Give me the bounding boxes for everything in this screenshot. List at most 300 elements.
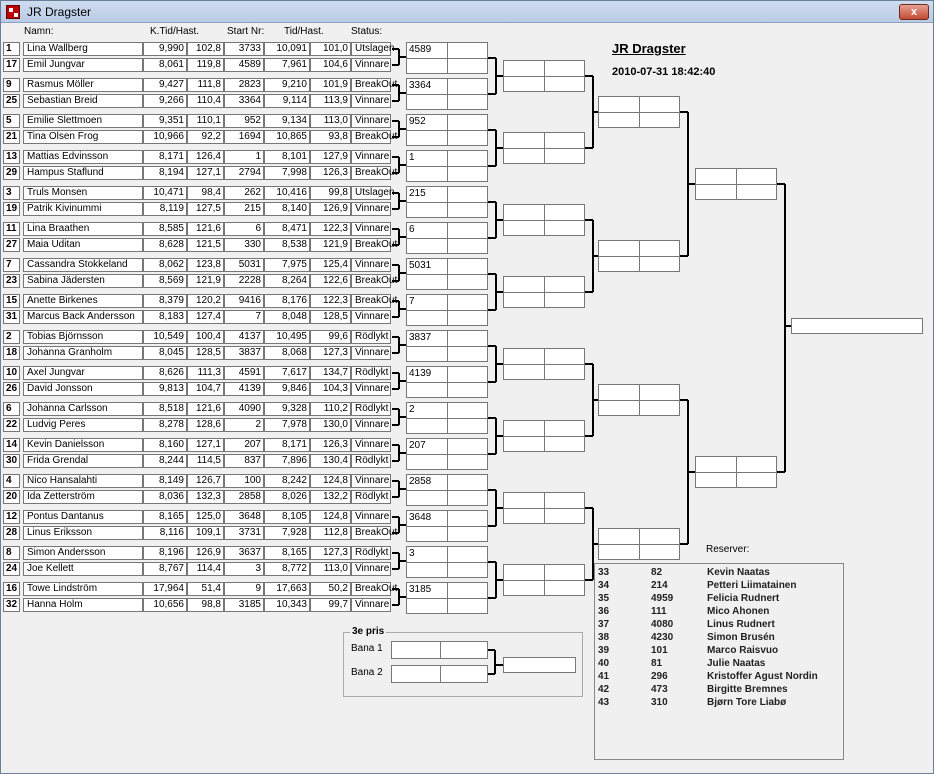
bracket-row-divider [504, 220, 584, 221]
racer-h-field[interactable]: 122,3 [310, 222, 351, 236]
racer-name-field[interactable]: Rasmus Möller [23, 78, 143, 92]
racer-st-field[interactable]: Vinnare [351, 310, 391, 324]
racer-t-field[interactable]: 8,165 [264, 546, 310, 560]
racer-st-field[interactable]: Rödlykt [351, 330, 391, 344]
seed-number: 30 [3, 454, 20, 468]
racer-h-field[interactable]: 110,2 [310, 402, 351, 416]
racer-kh-field[interactable]: 100,4 [187, 330, 224, 344]
round1-match-box[interactable] [406, 222, 488, 254]
racer-kt-field[interactable]: 9,351 [143, 114, 187, 128]
round3-match-box[interactable] [598, 240, 680, 272]
racer-st-field[interactable]: Vinnare [351, 150, 391, 164]
racer-name-field[interactable]: Lina Wallberg [23, 42, 143, 56]
racer-kh-field[interactable]: 104,7 [187, 382, 224, 396]
racer-t-field[interactable]: 17,663 [264, 582, 310, 596]
racer-kt-field[interactable]: 8,171 [143, 150, 187, 164]
racer-nr-field[interactable]: 9 [224, 582, 264, 596]
racer-kh-field[interactable]: 120,2 [187, 294, 224, 308]
racer-nr-field[interactable]: 3185 [224, 598, 264, 612]
racer-nr-field[interactable]: 3637 [224, 546, 264, 560]
header-ktid: K.Tid/Hast. [150, 26, 200, 37]
racer-kt-field[interactable]: 8,036 [143, 490, 187, 504]
racer-st-field[interactable]: Vinnare [351, 474, 391, 488]
reserve-row[interactable] [595, 697, 845, 710]
racer-st-field[interactable]: BreakOut [351, 78, 391, 92]
round1-match-box[interactable] [406, 438, 488, 470]
reserve-name: Petteri Liimatainen [707, 580, 797, 591]
racer-name-field[interactable]: Johanna Granholm [23, 346, 143, 360]
racer-h-field[interactable]: 124,8 [310, 474, 351, 488]
racer-name-field[interactable]: Hampus Staflund [23, 166, 143, 180]
racer-t-field[interactable]: 10,495 [264, 330, 310, 344]
racer-h-field[interactable]: 112,8 [310, 526, 351, 540]
racer-st-field[interactable]: Vinnare [351, 510, 391, 524]
racer-kh-field[interactable]: 128,5 [187, 346, 224, 360]
racer-kh-field[interactable]: 98,8 [187, 598, 224, 612]
racer-name-field[interactable]: Pontus Dantanus [23, 510, 143, 524]
racer-kt-field[interactable]: 10,966 [143, 130, 187, 144]
racer-kh-field[interactable]: 128,6 [187, 418, 224, 432]
racer-nr-field[interactable]: 5031 [224, 258, 264, 272]
racer-t-field[interactable]: 8,538 [264, 238, 310, 252]
racer-nr-field[interactable]: 262 [224, 186, 264, 200]
racer-kh-field[interactable]: 98,4 [187, 186, 224, 200]
racer-st-field[interactable]: BreakOut [351, 274, 391, 288]
racer-st-field[interactable]: BreakOut [351, 166, 391, 180]
racer-t-field[interactable]: 8,105 [264, 510, 310, 524]
racer-nr-field[interactable]: 2 [224, 418, 264, 432]
racer-h-field[interactable]: 93,8 [310, 130, 351, 144]
racer-st-field[interactable]: Vinnare [351, 58, 391, 72]
racer-kt-field[interactable]: 9,427 [143, 78, 187, 92]
racer-h-field[interactable]: 134,7 [310, 366, 351, 380]
racer-nr-field[interactable]: 4591 [224, 366, 264, 380]
racer-h-field[interactable]: 104,3 [310, 382, 351, 396]
bracket-row-divider [407, 562, 487, 563]
racer-name-field[interactable]: Ludvig Peres [23, 418, 143, 432]
racer-t-field[interactable]: 9,328 [264, 402, 310, 416]
racer-kt-field[interactable]: 8,196 [143, 546, 187, 560]
seed-number: 16 [3, 582, 20, 596]
racer-kt-field[interactable]: 10,549 [143, 330, 187, 344]
racer-t-field[interactable]: 9,846 [264, 382, 310, 396]
racer-st-field[interactable]: Vinnare [351, 94, 391, 108]
racer-kt-field[interactable]: 9,813 [143, 382, 187, 396]
racer-kt-field[interactable]: 8,194 [143, 166, 187, 180]
racer-st-field[interactable]: Rödlykt [351, 454, 391, 468]
racer-kt-field[interactable]: 8,379 [143, 294, 187, 308]
racer-kt-field[interactable]: 17,964 [143, 582, 187, 596]
header-status: Status: [351, 26, 383, 37]
round1-match-box[interactable] [406, 114, 488, 146]
racer-nr-field[interactable]: 3 [224, 562, 264, 576]
event-datetime: 2010-07-31 18:42:40 [612, 66, 716, 78]
racer-kt-field[interactable]: 8,585 [143, 222, 187, 236]
racer-kt-field[interactable]: 9,990 [143, 42, 187, 56]
semifinal-match-box[interactable] [695, 456, 777, 488]
racer-h-field[interactable]: 130,0 [310, 418, 351, 432]
seed-number: 6 [3, 402, 20, 416]
reserve-name: Simon Brusén [707, 632, 775, 643]
title-bar[interactable] [1, 1, 933, 23]
racer-name-field[interactable]: Linus Eriksson [23, 526, 143, 540]
racer-h-field[interactable]: 130,4 [310, 454, 351, 468]
racer-kh-field[interactable]: 109,1 [187, 526, 224, 540]
racer-nr-field[interactable]: 100 [224, 474, 264, 488]
racer-kt-field[interactable]: 8,628 [143, 238, 187, 252]
racer-nr-field[interactable]: 330 [224, 238, 264, 252]
round1-match-box[interactable] [406, 582, 488, 614]
round1-match-box[interactable] [406, 366, 488, 398]
reserve-row[interactable] [595, 619, 845, 632]
racer-kh-field[interactable]: 51,4 [187, 582, 224, 596]
round1-match-box[interactable] [406, 186, 488, 218]
racer-t-field[interactable]: 9,210 [264, 78, 310, 92]
racer-kt-field[interactable]: 8,183 [143, 310, 187, 324]
round2-match-box[interactable] [503, 204, 585, 236]
racer-t-field[interactable]: 7,978 [264, 418, 310, 432]
racer-nr-field[interactable]: 1 [224, 150, 264, 164]
racer-name-field[interactable]: Simon Andersson [23, 546, 143, 560]
racer-t-field[interactable]: 7,961 [264, 58, 310, 72]
racer-t-field[interactable]: 8,176 [264, 294, 310, 308]
racer-t-field[interactable]: 7,617 [264, 366, 310, 380]
seed-number: 26 [3, 382, 20, 396]
racer-nr-field[interactable]: 3733 [224, 42, 264, 56]
reserve-row[interactable] [595, 567, 845, 580]
racer-h-field[interactable]: 128,5 [310, 310, 351, 324]
racer-nr-field[interactable]: 4589 [224, 58, 264, 72]
racer-name-field[interactable]: Sebastian Breid [23, 94, 143, 108]
racer-kt-field[interactable]: 8,160 [143, 438, 187, 452]
racer-st-field[interactable]: Vinnare [351, 202, 391, 216]
racer-nr-field[interactable]: 3364 [224, 94, 264, 108]
round1-match-box[interactable] [406, 150, 488, 182]
racer-st-field[interactable]: Vinnare [351, 114, 391, 128]
round2-match-box[interactable] [503, 492, 585, 524]
racer-kt-field[interactable]: 9,266 [143, 94, 187, 108]
racer-t-field[interactable]: 7,928 [264, 526, 310, 540]
bracket-row-divider [407, 490, 487, 491]
racer-name-field[interactable]: Nico Hansalahti [23, 474, 143, 488]
semifinal-match-box[interactable] [695, 168, 777, 200]
racer-st-field[interactable]: Rödlykt [351, 546, 391, 560]
racer-kh-field[interactable]: 126,4 [187, 150, 224, 164]
racer-name-field[interactable]: Lina Braathen [23, 222, 143, 236]
racer-st-field[interactable]: Rödlykt [351, 402, 391, 416]
round2-match-box[interactable] [503, 276, 585, 308]
reserve-name: Birgitte Bremnes [707, 684, 788, 695]
racer-name-field[interactable]: Marcus Back Andersson [23, 310, 143, 324]
seed-number: 5 [3, 114, 20, 128]
racer-name-field[interactable]: Patrik Kivinummi [23, 202, 143, 216]
racer-h-field[interactable]: 101,9 [310, 78, 351, 92]
racer-kt-field[interactable]: 8,045 [143, 346, 187, 360]
racer-st-field[interactable]: Rödlykt [351, 366, 391, 380]
lane-2-label: Bana 2 [351, 667, 383, 678]
reserve-row[interactable] [595, 593, 845, 606]
round2-match-box[interactable] [503, 348, 585, 380]
racer-st-field[interactable]: Vinnare [351, 382, 391, 396]
round1-winner-startnr: 4139 [409, 368, 432, 379]
racer-nr-field[interactable]: 9416 [224, 294, 264, 308]
racer-name-field[interactable]: Sabina Jädersten [23, 274, 143, 288]
racer-nr-field[interactable]: 4139 [224, 382, 264, 396]
header-startnr: Start Nr: [227, 26, 265, 37]
racer-kt-field[interactable]: 8,149 [143, 474, 187, 488]
racer-st-field[interactable]: Vinnare [351, 562, 391, 576]
racer-name-field[interactable]: Joe Kellett [23, 562, 143, 576]
racer-st-field[interactable]: Vinnare [351, 418, 391, 432]
final-winner-box[interactable] [791, 318, 923, 334]
reserve-nr: 82 [651, 567, 663, 578]
round1-match-box[interactable] [406, 78, 488, 110]
event-title: JR Dragster [612, 41, 686, 56]
racer-st-field[interactable]: Vinnare [351, 346, 391, 360]
racer-kh-field[interactable]: 102,8 [187, 42, 224, 56]
round3-match-box[interactable] [598, 528, 680, 560]
racer-kh-field[interactable]: 111,8 [187, 78, 224, 92]
racer-h-field[interactable]: 99,6 [310, 330, 351, 344]
reserve-row[interactable] [595, 606, 845, 619]
racer-t-field[interactable]: 10,416 [264, 186, 310, 200]
racer-kh-field[interactable]: 114,4 [187, 562, 224, 576]
racer-h-field[interactable]: 104,6 [310, 58, 351, 72]
racer-name-field[interactable]: Emilie Slettmoen [23, 114, 143, 128]
racer-name-field[interactable]: Frida Grendal [23, 454, 143, 468]
racer-name-field[interactable]: Truls Monsen [23, 186, 143, 200]
racer-t-field[interactable]: 8,171 [264, 438, 310, 452]
racer-t-field[interactable]: 8,471 [264, 222, 310, 236]
round2-match-box[interactable] [503, 132, 585, 164]
racer-kh-field[interactable]: 121,5 [187, 238, 224, 252]
racer-nr-field[interactable]: 837 [224, 454, 264, 468]
racer-kh-field[interactable]: 92,2 [187, 130, 224, 144]
reserve-row[interactable] [595, 684, 845, 697]
racer-kt-field[interactable]: 8,278 [143, 418, 187, 432]
racer-h-field[interactable]: 99,8 [310, 186, 351, 200]
racer-t-field[interactable]: 8,140 [264, 202, 310, 216]
racer-kh-field[interactable]: 126,9 [187, 546, 224, 560]
racer-kt-field[interactable]: 8,119 [143, 202, 187, 216]
racer-t-field[interactable]: 7,896 [264, 454, 310, 468]
racer-kt-field[interactable]: 10,656 [143, 598, 187, 612]
racer-kh-field[interactable]: 123,8 [187, 258, 224, 272]
racer-st-field[interactable]: BreakOut [351, 582, 391, 596]
racer-name-field[interactable]: Anette Birkenes [23, 294, 143, 308]
reserve-pos: 40 [598, 658, 610, 669]
racer-nr-field[interactable]: 215 [224, 202, 264, 216]
racer-name-field[interactable]: Johanna Carlsson [23, 402, 143, 416]
racer-t-field[interactable]: 8,242 [264, 474, 310, 488]
racer-kh-field[interactable]: 132,3 [187, 490, 224, 504]
racer-kt-field[interactable]: 8,061 [143, 58, 187, 72]
racer-h-field[interactable]: 121,9 [310, 238, 351, 252]
racer-h-field[interactable]: 125,4 [310, 258, 351, 272]
racer-h-field[interactable]: 113,0 [310, 562, 351, 576]
racer-h-field[interactable]: 127,3 [310, 346, 351, 360]
racer-kt-field[interactable]: 8,165 [143, 510, 187, 524]
racer-h-field[interactable]: 122,6 [310, 274, 351, 288]
racer-h-field[interactable]: 126,3 [310, 438, 351, 452]
round3-match-box[interactable] [598, 96, 680, 128]
racer-h-field[interactable]: 126,3 [310, 166, 351, 180]
racer-t-field[interactable]: 7,975 [264, 258, 310, 272]
round1-match-box[interactable] [406, 42, 488, 74]
racer-st-field[interactable]: BreakOut [351, 130, 391, 144]
racer-nr-field[interactable]: 4137 [224, 330, 264, 344]
racer-kh-field[interactable]: 127,1 [187, 166, 224, 180]
racer-kh-field[interactable]: 110,1 [187, 114, 224, 128]
racer-st-field[interactable]: Utslagen [351, 186, 391, 200]
racer-kh-field[interactable]: 110,4 [187, 94, 224, 108]
racer-st-field[interactable]: Vinnare [351, 222, 391, 236]
racer-kh-field[interactable]: 127,1 [187, 438, 224, 452]
round1-match-box[interactable] [406, 546, 488, 578]
racer-name-field[interactable]: Kevin Danielsson [23, 438, 143, 452]
racer-kh-field[interactable]: 114,5 [187, 454, 224, 468]
racer-kh-field[interactable]: 121,6 [187, 402, 224, 416]
round1-winner-startnr: 3185 [409, 584, 432, 595]
racer-kt-field[interactable]: 8,062 [143, 258, 187, 272]
racer-kt-field[interactable]: 8,626 [143, 366, 187, 380]
racer-name-field[interactable]: Towe Lindström [23, 582, 143, 596]
round1-match-box[interactable] [406, 330, 488, 362]
round1-match-box[interactable] [406, 474, 488, 506]
racer-t-field[interactable]: 10,865 [264, 130, 310, 144]
racer-nr-field[interactable]: 2858 [224, 490, 264, 504]
racer-h-field[interactable]: 126,9 [310, 202, 351, 216]
racer-name-field[interactable]: Axel Jungvar [23, 366, 143, 380]
racer-t-field[interactable]: 9,114 [264, 94, 310, 108]
racer-h-field[interactable]: 122,3 [310, 294, 351, 308]
racer-h-field[interactable]: 50,2 [310, 582, 351, 596]
racer-t-field[interactable]: 10,091 [264, 42, 310, 56]
racer-name-field[interactable]: Emil Jungvar [23, 58, 143, 72]
racer-kt-field[interactable]: 8,116 [143, 526, 187, 540]
reserve-row[interactable] [595, 632, 845, 645]
seed-number: 3 [3, 186, 20, 200]
reserve-row[interactable] [595, 645, 845, 658]
racer-name-field[interactable]: Mattias Edvinsson [23, 150, 143, 164]
racer-t-field[interactable]: 7,998 [264, 166, 310, 180]
racer-kt-field[interactable]: 8,518 [143, 402, 187, 416]
racer-t-field[interactable]: 8,101 [264, 150, 310, 164]
racer-nr-field[interactable]: 1694 [224, 130, 264, 144]
racer-name-field[interactable]: Cassandra Stokkeland [23, 258, 143, 272]
racer-nr-field[interactable]: 3731 [224, 526, 264, 540]
racer-st-field[interactable]: BreakOut [351, 294, 391, 308]
round1-match-box[interactable] [406, 510, 488, 542]
racer-t-field[interactable]: 10,343 [264, 598, 310, 612]
racer-nr-field[interactable]: 3648 [224, 510, 264, 524]
racer-name-field[interactable]: David Jonsson [23, 382, 143, 396]
racer-kh-field[interactable]: 126,7 [187, 474, 224, 488]
racer-st-field[interactable]: Vinnare [351, 598, 391, 612]
reserve-pos: 38 [598, 632, 610, 643]
racer-nr-field[interactable]: 4090 [224, 402, 264, 416]
racer-st-field[interactable]: BreakOut [351, 238, 391, 252]
racer-name-field[interactable]: Tobias Björnsson [23, 330, 143, 344]
racer-nr-field[interactable]: 2228 [224, 274, 264, 288]
round1-winner-startnr: 3364 [409, 80, 432, 91]
racer-st-field[interactable]: Vinnare [351, 258, 391, 272]
racer-h-field[interactable]: 132,2 [310, 490, 351, 504]
racer-nr-field[interactable]: 2823 [224, 78, 264, 92]
round2-match-box[interactable] [503, 420, 585, 452]
racer-h-field[interactable]: 113,9 [310, 94, 351, 108]
racer-t-field[interactable]: 9,134 [264, 114, 310, 128]
racer-name-field[interactable]: Hanna Holm [23, 598, 143, 612]
seed-number: 17 [3, 58, 20, 72]
racer-nr-field[interactable]: 207 [224, 438, 264, 452]
round2-match-box[interactable] [503, 60, 585, 92]
racer-h-field[interactable]: 99,7 [310, 598, 351, 612]
racer-h-field[interactable]: 127,3 [310, 546, 351, 560]
close-button[interactable]: x [899, 4, 929, 20]
racer-st-field[interactable]: BreakOut [351, 526, 391, 540]
racer-st-field[interactable]: Utslagen [351, 42, 391, 56]
reserve-row[interactable] [595, 671, 845, 684]
racer-st-field[interactable]: Rödlykt [351, 490, 391, 504]
racer-kh-field[interactable]: 121,6 [187, 222, 224, 236]
racer-h-field[interactable]: 124,8 [310, 510, 351, 524]
racer-kh-field[interactable]: 125,0 [187, 510, 224, 524]
round1-match-box[interactable] [406, 258, 488, 290]
racer-kt-field[interactable]: 10,471 [143, 186, 187, 200]
racer-kh-field[interactable]: 121,9 [187, 274, 224, 288]
bracket-row-divider [504, 508, 584, 509]
racer-name-field[interactable]: Ida Zetterström [23, 490, 143, 504]
seed-number: 21 [3, 130, 20, 144]
racer-kt-field[interactable]: 8,767 [143, 562, 187, 576]
racer-kt-field[interactable]: 8,569 [143, 274, 187, 288]
round2-match-box[interactable] [503, 564, 585, 596]
racer-name-field[interactable]: Tina Olsen Frog [23, 130, 143, 144]
racer-kh-field[interactable]: 127,5 [187, 202, 224, 216]
racer-t-field[interactable]: 8,026 [264, 490, 310, 504]
racer-t-field[interactable]: 8,048 [264, 310, 310, 324]
racer-t-field[interactable]: 8,772 [264, 562, 310, 576]
racer-kh-field[interactable]: 127,4 [187, 310, 224, 324]
round1-match-box[interactable] [406, 402, 488, 434]
racer-h-field[interactable]: 101,0 [310, 42, 351, 56]
racer-t-field[interactable]: 8,068 [264, 346, 310, 360]
racer-nr-field[interactable]: 952 [224, 114, 264, 128]
racer-h-field[interactable]: 127,9 [310, 150, 351, 164]
racer-t-field[interactable]: 8,264 [264, 274, 310, 288]
reserve-row[interactable] [595, 658, 845, 671]
bracket-row-divider [504, 580, 584, 581]
seed-number: 18 [3, 346, 20, 360]
reserves-list[interactable] [594, 563, 844, 760]
racer-st-field[interactable]: Vinnare [351, 438, 391, 452]
racer-kt-field[interactable]: 8,244 [143, 454, 187, 468]
racer-nr-field[interactable]: 3837 [224, 346, 264, 360]
racer-nr-field[interactable]: 6 [224, 222, 264, 236]
round3-match-box[interactable] [598, 384, 680, 416]
round1-match-box[interactable] [406, 294, 488, 326]
racer-name-field[interactable]: Maia Uditan [23, 238, 143, 252]
reserve-nr: 101 [651, 645, 668, 656]
racer-nr-field[interactable]: 2794 [224, 166, 264, 180]
racer-nr-field[interactable]: 7 [224, 310, 264, 324]
reserve-nr: 473 [651, 684, 668, 695]
reserve-row[interactable] [595, 580, 845, 593]
racer-h-field[interactable]: 113,0 [310, 114, 351, 128]
racer-kh-field[interactable]: 111,3 [187, 366, 224, 380]
racer-kh-field[interactable]: 119,8 [187, 58, 224, 72]
